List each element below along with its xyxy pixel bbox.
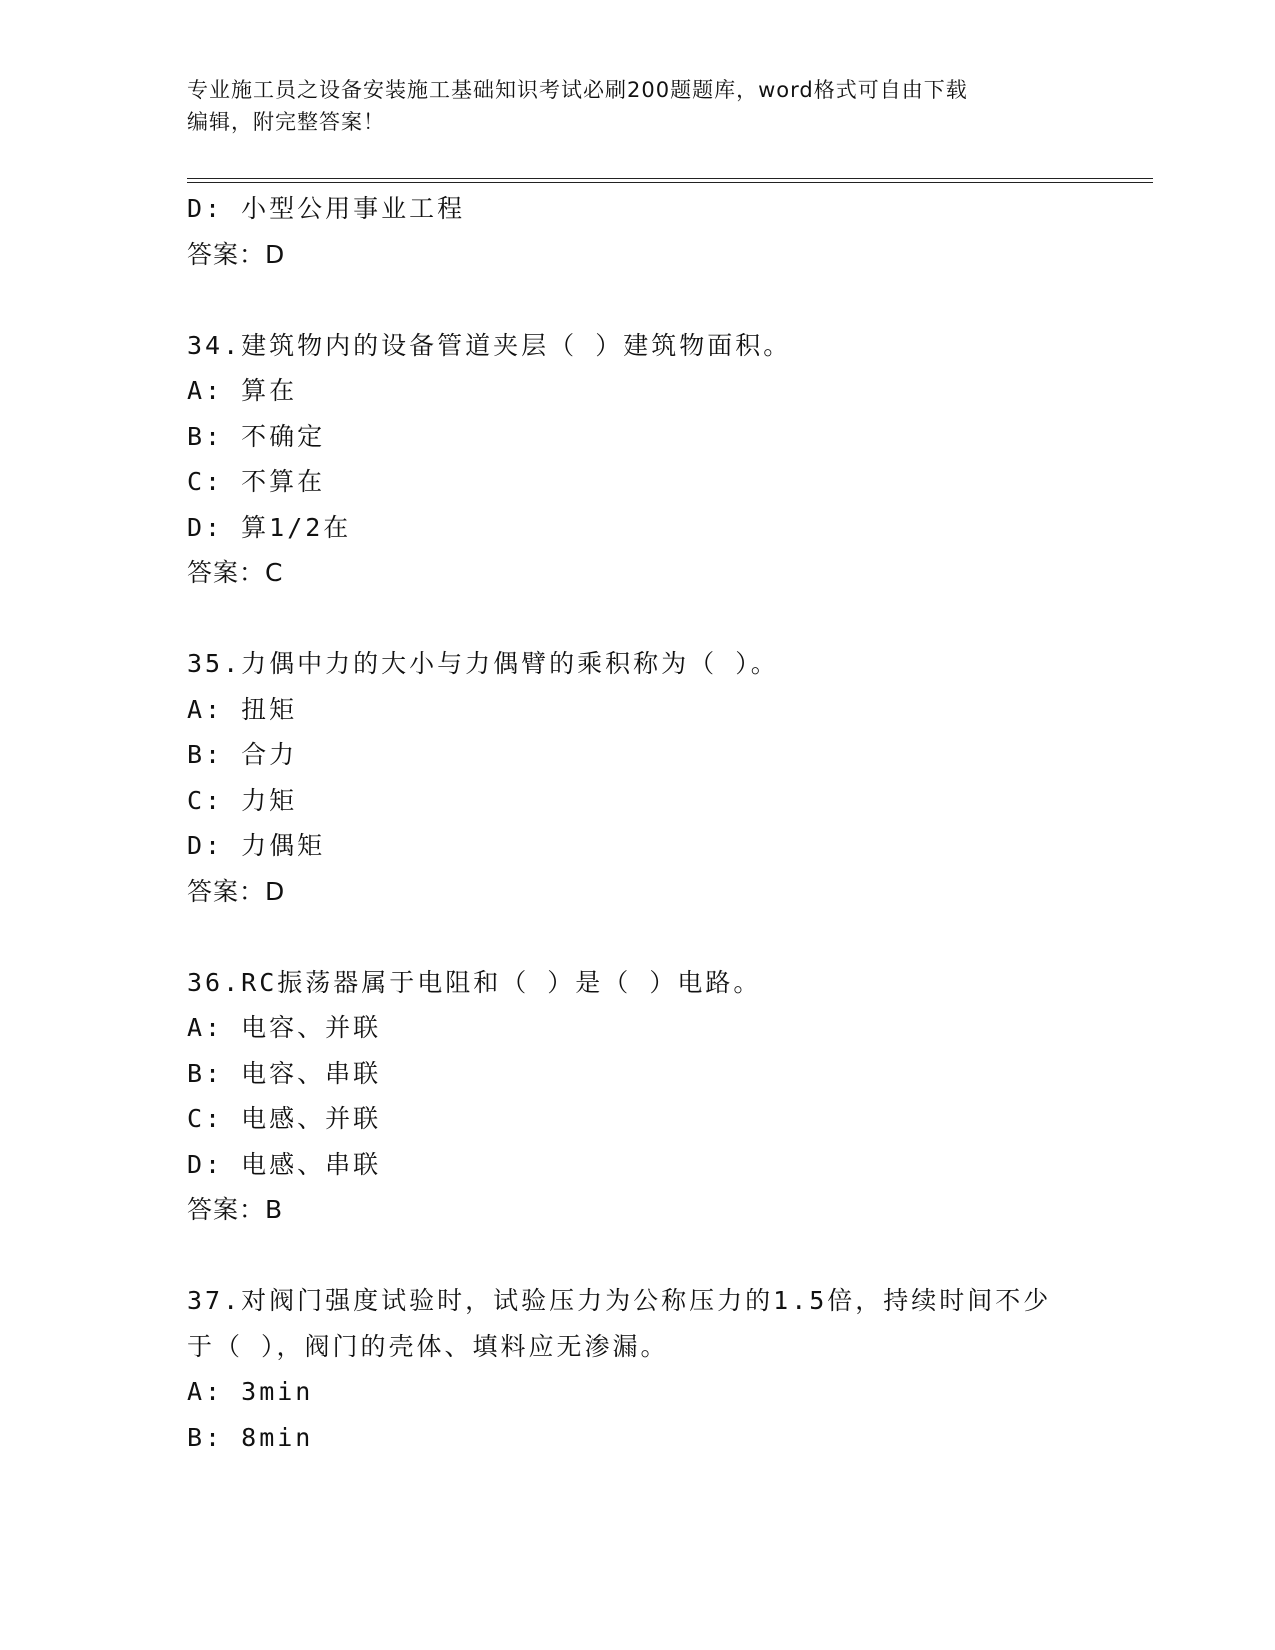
question-block-35 xyxy=(187,641,1087,914)
answer-line: 答案：B xyxy=(187,1195,284,1224)
option-d: D: 电感、串联 xyxy=(187,1149,382,1179)
option-a: A: 3min xyxy=(187,1377,314,1406)
header-divider-top xyxy=(187,178,1153,179)
question-list xyxy=(187,186,1087,1460)
spacer xyxy=(187,914,1087,960)
option-c: C: 力矩 xyxy=(187,785,298,815)
answer-line: 答案：C xyxy=(187,558,284,587)
option-b: B: 电容、串联 xyxy=(187,1058,382,1088)
option-d: D: 小型公用事业工程 xyxy=(187,194,466,223)
option-d: D: 算1/2在 xyxy=(187,512,352,542)
option-d: D: 力偶矩 xyxy=(187,831,326,860)
header-title-line-2: 编辑，附完整答案！ xyxy=(187,110,385,134)
option-c: C: 不算在 xyxy=(187,467,326,496)
option-c: C: 电感、并联 xyxy=(187,1104,382,1133)
option-b: B: 合力 xyxy=(187,740,298,769)
question-block-37 xyxy=(187,1278,1087,1460)
answer-line: 答案：D xyxy=(187,239,286,269)
option-a: A: 电容、并联 xyxy=(187,1013,382,1042)
question-block-33 xyxy=(187,186,1087,277)
header-title-line-1: 专业施工员之设备安装施工基础知识考试必刷200题题库，word格式可自由下载 xyxy=(187,78,968,102)
option-b: B: 8min xyxy=(187,1422,314,1452)
spacer xyxy=(187,1233,1087,1279)
answer-line: 答案：D xyxy=(187,876,286,906)
question-text: 35.力偶中力的大小与力偶臂的乘积称为（ ）。 xyxy=(187,649,779,678)
option-a: A: 算在 xyxy=(187,376,298,405)
spacer xyxy=(187,277,1087,323)
question-text-line-2: 于（ ），阀门的壳体、填料应无渗漏。 xyxy=(187,1331,669,1361)
question-block-34 xyxy=(187,323,1087,596)
document-header xyxy=(187,74,1067,138)
option-a: A: 扭矩 xyxy=(187,694,298,724)
header-divider-bottom xyxy=(187,182,1153,183)
question-text: 34.建筑物内的设备管道夹层（ ）建筑物面积。 xyxy=(187,330,792,360)
option-b: B: 不确定 xyxy=(187,421,326,451)
question-text-line-1: 37.对阀门强度试验时，试验压力为公称压力的1.5倍，持续时间不少 xyxy=(187,1286,1052,1315)
question-block-36 xyxy=(187,960,1087,1233)
spacer xyxy=(187,596,1087,642)
question-text: 36.RC振荡器属于电阻和（ ）是（ ）电路。 xyxy=(187,967,762,997)
